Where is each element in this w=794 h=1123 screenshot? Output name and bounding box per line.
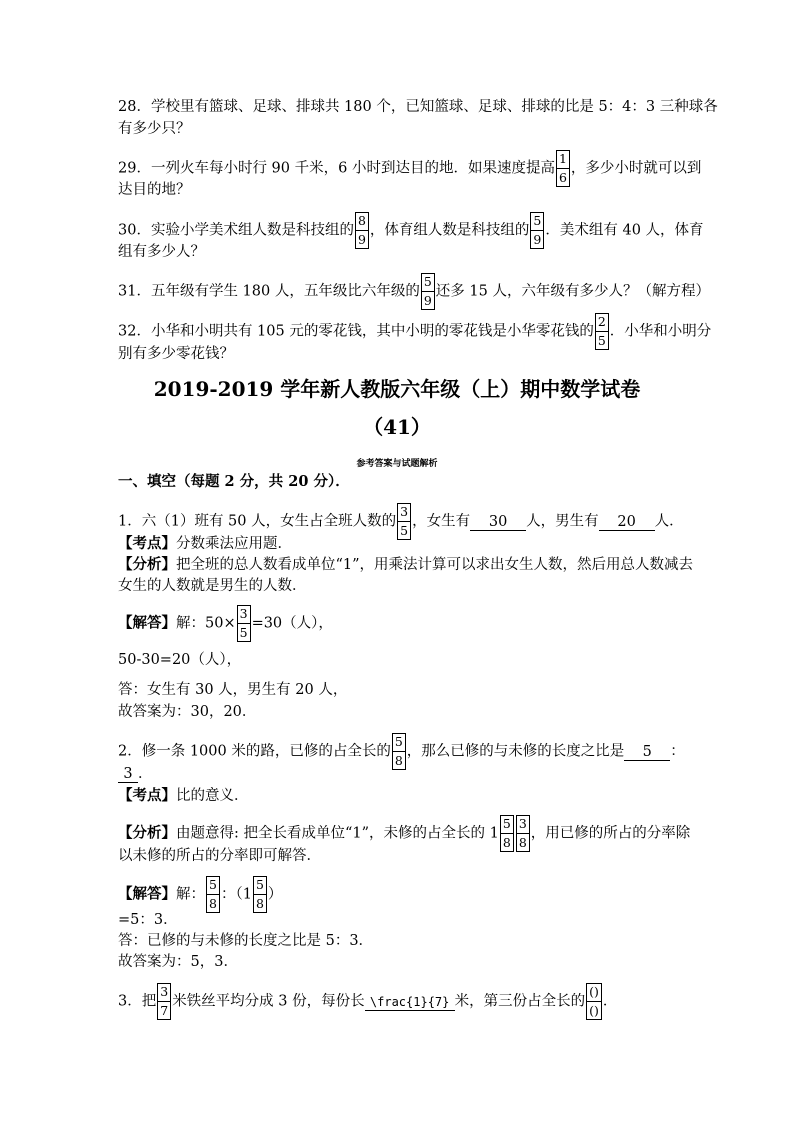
q28-line1: 28．学校里有篮球、足球、排球共 180 个，已知篮球、足球、排球的比是 5：4：3 三种球各 <box>118 99 718 115</box>
q28-line2: 有多少只？ <box>118 121 191 137</box>
fraction: $\frac{3}{5}$ <box>237 605 251 642</box>
a1-fenxi-line2: 女生的人数就是男生的人数． <box>118 578 307 594</box>
fraction: $\frac{5}{8}$ <box>206 876 220 913</box>
fraction: $\frac{3}{8}$ <box>516 815 530 852</box>
fraction: $\frac{2}{5}$ <box>595 313 609 350</box>
fraction: $\frac{8}{9}$ <box>355 212 369 249</box>
q29-line2: 达目的地？ <box>118 182 191 198</box>
a2-jieda: 【解答】解： $\frac{5}{8}$ ：（1 $\frac{5}{8}$ ） <box>118 877 283 911</box>
q30-line2: 组有多少人？ <box>118 244 205 260</box>
fraction: $\frac{5}{8}$ <box>500 815 514 852</box>
fraction: $\frac{()}{()}$ <box>586 983 602 1020</box>
answer-blank: 20 <box>599 514 655 531</box>
answer-blank: 5 <box>624 744 670 761</box>
a1-step: 50-30=20（人）， <box>118 652 242 668</box>
a3-question: 3．把 $\frac{3}{7}$ 米铁丝平均分成 3 份，每份长 \frac{1}{7} 米，第三份占全长的 $\frac{()}{()}$ ． <box>118 984 618 1018</box>
page-title-number: （41） <box>363 415 431 439</box>
answer-blank: 3 <box>118 766 138 783</box>
a2-fenxi-line2: 以未修的所占的分率即可解答． <box>118 848 321 864</box>
q29-line1: 29．一列火车每小时行 90 千米，6 小时到达目的地．如果速度提高 $\frac{1}{6}$ ，多少小时就可以到 <box>118 151 702 185</box>
page-title: 2019-2019 学年新人教版六年级（上）期中数学试卷 <box>153 377 641 401</box>
a1-kaodian: 【考点】分数乘法应用题． <box>118 535 292 552</box>
fraction: $\frac{5}{9}$ <box>530 212 544 249</box>
fraction: $\frac{1}{6}$ <box>556 150 570 187</box>
a2-kaodian: 【考点】比的意义． <box>118 787 249 804</box>
a1-answer-final: 故答案为：30，20． <box>118 704 257 720</box>
q30-line1: 30．实验小学美术组人数是科技组的 $\frac{8}{9}$ ，体育组人数是科技组的 $\frac{5}{9}$ ．美术组有 40 人，体育 <box>118 213 704 247</box>
q32-line1: 32．小华和小明共有 105 元的零花钱，其中小明的零花钱是小华零花钱的 $\frac{2}{5}$ ．小华和小明分 <box>118 314 712 348</box>
a2-answer-final: 故答案为：5，3． <box>118 954 238 970</box>
fraction: $\frac{3}{7}$ <box>157 983 171 1020</box>
a2-step: =5：3． <box>118 912 178 928</box>
fraction: $\frac{5}{8}$ <box>253 876 267 913</box>
a2-question-line2: 3 ． <box>118 764 153 784</box>
fraction: $\frac{5}{8}$ <box>392 733 406 770</box>
section-heading: 一、填空（每题 2 分，共 20 分）． <box>118 473 350 490</box>
a2-fenxi: 【分析】由题意得: 把全长看成单位“1”，未修的占全长的 1 $\frac{5}{8}$ $\frac{3}{8}$ ，用已修的所占的分率除 <box>118 816 691 850</box>
answer-blank: 30 <box>470 514 526 531</box>
a2-answer: 答：已修的与未修的长度之比是 5：3． <box>118 933 374 949</box>
a1-fenxi: 【分析】把全班的总人数看成单位“1”，用乘法计算可以求出女生人数，然后用总人数减去 <box>118 556 694 573</box>
page-subtitle: 参考答案与试题解析 <box>356 459 438 469</box>
q31-line1: 31．五年级有学生 180 人，五年级比六年级的 $\frac{5}{9}$ 还多 15 人，六年级有多少人？（解方程） <box>118 274 710 308</box>
fraction: $\frac{3}{5}$ <box>397 503 411 540</box>
a2-question: 2．修一条 1000 米的路，已修的占全长的 $\frac{5}{8}$ ，那么已修的与未修的长度之比是 5 ： <box>118 734 685 768</box>
fraction: $\frac{5}{9}$ <box>421 273 435 310</box>
a1-question: 1．六（1）班有 50 人，女生占全班人数的 $\frac{3}{5}$ ，女生有 30 人，男生有 20 人． <box>118 504 684 538</box>
a1-answer: 答：女生有 30 人，男生有 20 人， <box>118 682 348 698</box>
q32-line2: 别有多少零花钱？ <box>118 346 234 362</box>
answer-blank: \frac{1}{7} <box>365 994 455 1011</box>
a1-jieda: 【解答】解：50× $\frac{3}{5}$ =30（人）， <box>118 606 333 640</box>
